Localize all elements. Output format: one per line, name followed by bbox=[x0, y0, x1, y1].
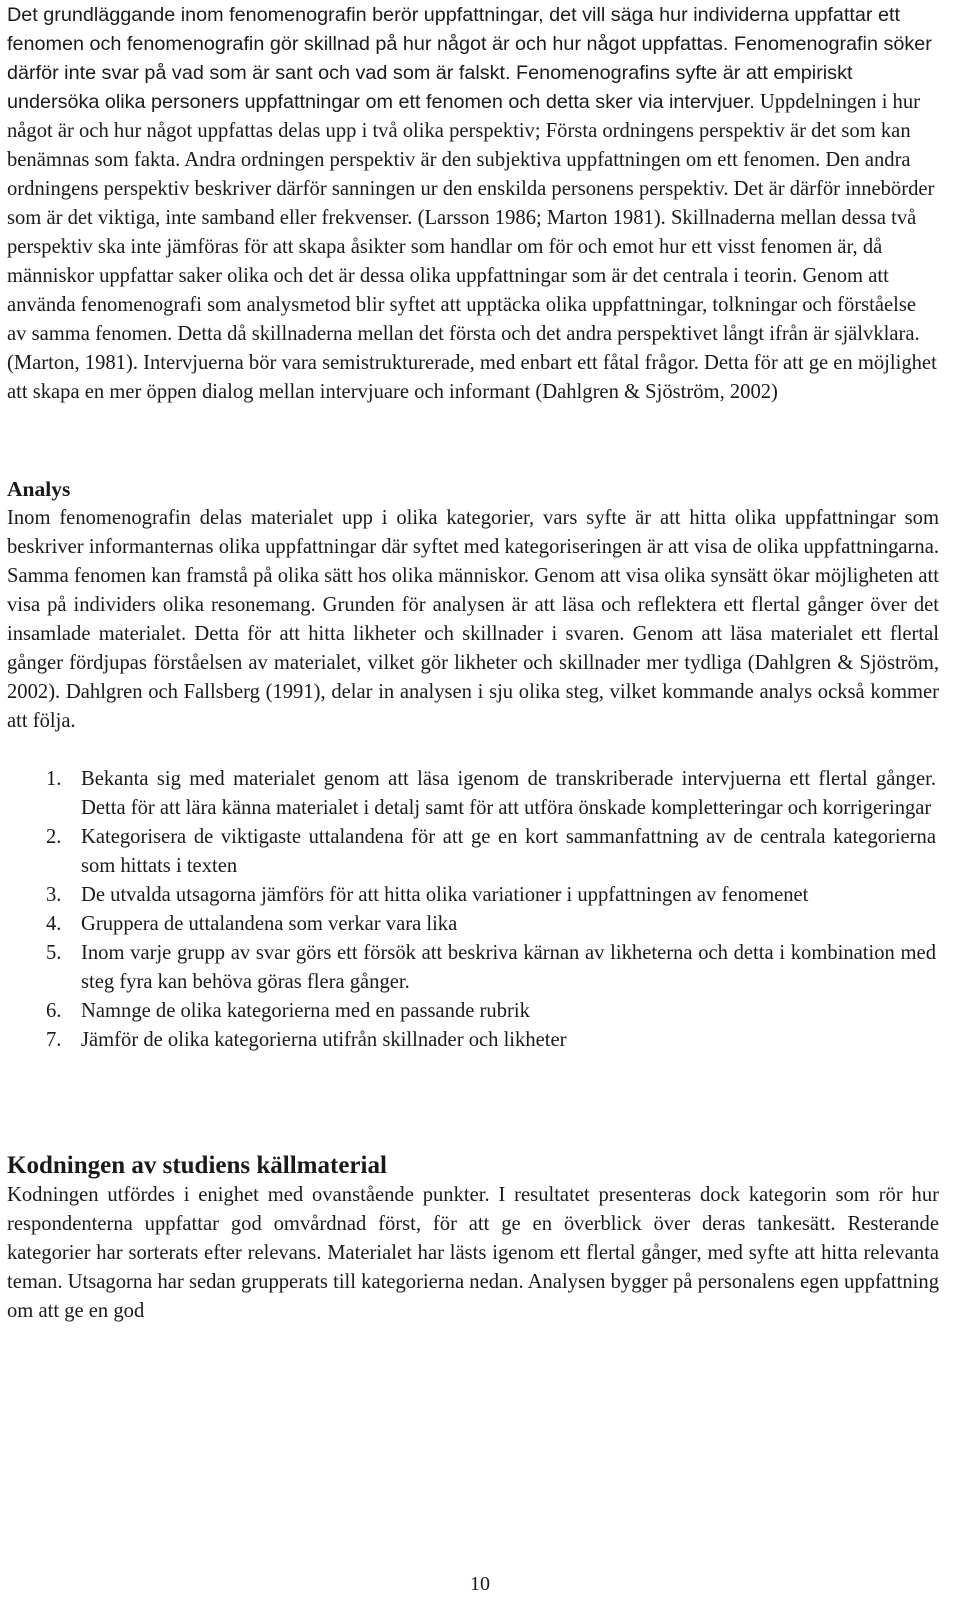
list-item-number: 1. bbox=[46, 768, 62, 790]
analys-paragraph: Inom fenomenografin delas materialet upp i olika kategorier, vars syfte är att hitta olika uppfattningar som beskriver informanternas olika uppfattningar där syftet med kategoriseringen är att visa de olika uppfattningarna. Samma fenomen kan framstå på olika sätt hos olika människor. Genom att visa olika synsätt ökar möjligheten att visa på individers olika resonemang. Grunden för analysen är att läsa och reflektera ett flertal gånger över det insamlade materialet. Detta för att hitta likheter och skillnader i svaren. Genom att läsa materialet ett flertal gånger fördjupas förståelsen av materialet, vilket gör likheter och skillnader mer tydliga (Dahlgren & Sjöström, 2002). Dahlgren och Fallsberg (1991), delar in analysen i sju olika steg, vilket kommande analys också kommer att följa. bbox=[7, 507, 939, 732]
page-number: 10 bbox=[470, 1573, 490, 1595]
list-item bbox=[7, 765, 939, 823]
analysis-steps-list bbox=[7, 765, 939, 1055]
analys-heading: Analys bbox=[7, 477, 71, 501]
list-item bbox=[7, 910, 939, 939]
list-item bbox=[7, 997, 939, 1026]
list-item-number: 6. bbox=[46, 1000, 62, 1022]
list-item-number: 3. bbox=[46, 884, 62, 906]
list-item-text: Gruppera de uttalandena som verkar vara lika bbox=[81, 913, 458, 935]
kodning-paragraph: Kodningen utfördes i enighet med ovanstående punkter. I resultatet presenteras dock kategorin som rör hur respondenterna uppfattar god omvårdnad först, för att ge en överblick över deras tankesätt. Resterande kategorier har sorterats efter relevans. Materialet har lästs igenom ett flertal gånger, med syfte att hitta relevanta teman. Utsagorna har sedan grupperats till kategorierna nedan. Analysen bygger på personalens egen uppfattning om att ge en god bbox=[7, 1184, 939, 1322]
list-item-text: Bekanta sig med materialet genom att läsa igenom de transkriberade intervjuerna ett flertal gånger. Detta för att lära känna materialet i detalj samt för att utföra önskade kompletteringar och korrigeringar bbox=[81, 768, 936, 819]
list-item-text: Jämför de olika kategorierna utifrån skillnader och likheter bbox=[81, 1029, 567, 1051]
list-item bbox=[7, 939, 939, 997]
list-item bbox=[7, 881, 939, 910]
document-page bbox=[7, 0, 939, 1326]
list-item-text: Kategorisera de viktigaste uttalandena för att ge en kort sammanfattning av de centrala kategorierna som hittats i texten bbox=[81, 826, 936, 877]
list-item bbox=[7, 1026, 939, 1055]
list-item-text: Namnge de olika kategorierna med en passande rubrik bbox=[81, 1000, 530, 1022]
list-item-text: Inom varje grupp av svar görs ett försök att beskriva kärnan av likheterna och detta i kombination med steg fyra kan behöva göras flera gånger. bbox=[81, 942, 936, 993]
kodning-heading: Kodningen av studiens källmaterial bbox=[7, 1152, 387, 1179]
intro-paragraph bbox=[7, 0, 939, 407]
list-item-number: 4. bbox=[46, 913, 62, 935]
list-item bbox=[7, 823, 939, 881]
list-item-text: De utvalda utsagorna jämförs för att hitta olika variationer i uppfattningen av fenomenet bbox=[81, 884, 809, 906]
list-item-number: 5. bbox=[46, 942, 62, 964]
list-item-number: 2. bbox=[46, 826, 62, 848]
list-item-number: 7. bbox=[46, 1029, 62, 1051]
intro-sans-text: Det grundläggande inom fenomenografin berör uppfattningar, det vill säga hur individerna uppfattar ett fenomen och fenomenografin gör skillnad på hur något är och hur något uppfattas. Fenomenografin söker därför inte svar på vad som är sant och vad som är falskt. Fenomenografins syfte är att empiriskt undersöka olika personers uppfattningar om ett fenomen och detta sker via intervjuer. bbox=[7, 4, 932, 113]
intro-serif-text: Uppdelningen i hur något är och hur något uppfattas delas upp i två olika perspektiv; Första ordningens perspektiv är det som kan benämnas som fakta. Andra ordningen perspektiv är den subjektiva uppfattningen om ett fenomen. Den andra ordningens perspektiv beskriver därför sanningen ur den enskilda personens perspektiv. Det är därför innebörder som är det viktiga, inte samband eller frekvenser. (Larsson 1986; Marton 1981). Skillnaderna mellan dessa två perspektiv ska inte jämföras för att skapa åsikter som handlar om för och emot hur ett visst fenomen är, då människor uppfattar saker olika och det är dessa olika uppfattningar som är det centrala i teorin. Genom att använda fenomenografi som analysmetod blir syftet att upptäcka olika uppfattningar, tolkningar och förståelse av samma fenomen. Detta då skillnaderna mellan det första och det andra perspektivet långt ifrån är självklara. (Marton, 1981). Intervjuerna bör vara semistrukturerade, med enbart ett fåtal frågor. Detta för att ge en möjlighet att skapa en mer öppen dialog mellan intervjuare och informant (Dahlgren & Sjöström, 2002) bbox=[7, 91, 937, 403]
